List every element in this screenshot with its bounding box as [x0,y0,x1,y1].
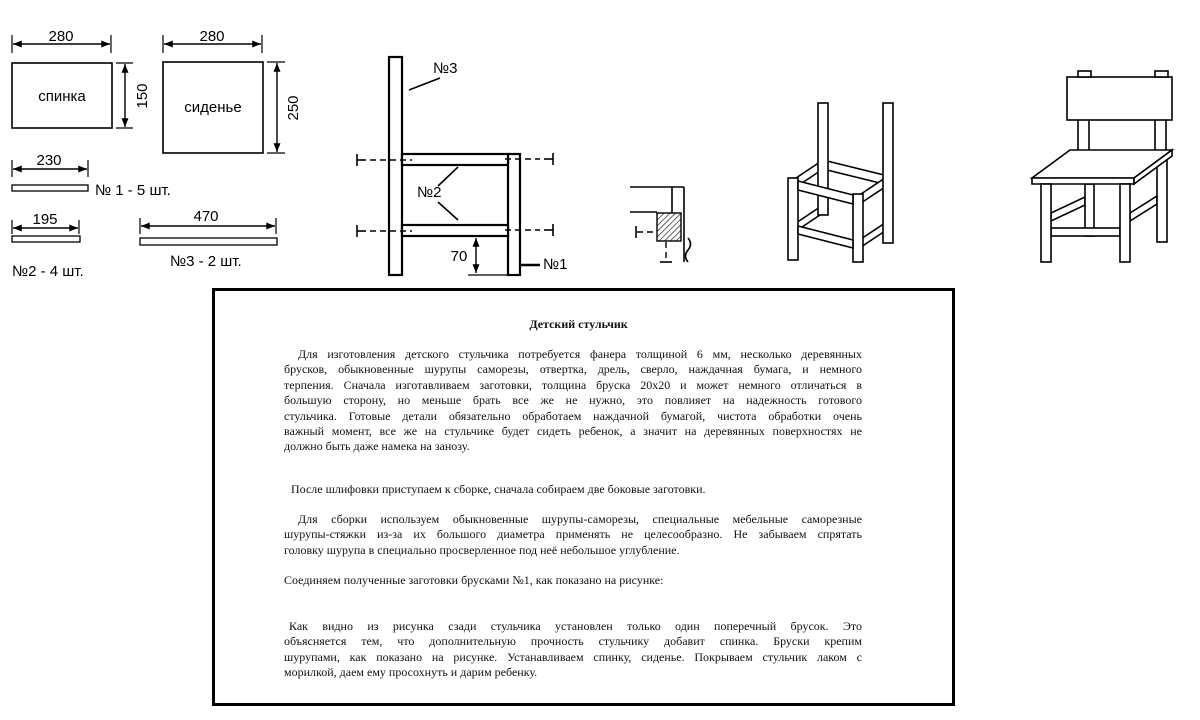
front-right-leg [1120,184,1130,262]
paragraph-line: шурупы-стяжки из-за их большого диаметра применять не целесообразно. Не забываем спрятать [284,527,862,542]
back-height-label: 150 [134,83,151,109]
bar-3-outline [140,238,277,245]
bar-3-quantity-label: №3 - 2 шт. [170,253,242,270]
document-title: Детский стульчик [529,317,628,331]
assembled-chair-drawing [1032,71,1172,262]
paragraph-line: брусков, обыкновенные шурупы саморезы, отвертка, дрель, сверло, наждачная бумага, и немного [284,362,862,377]
paragraph-materials [284,347,862,455]
rear-leg-bar [389,57,402,275]
upper-crossbar [402,154,508,165]
leader-line [438,202,458,220]
left-leg-top [1078,71,1091,77]
bar-2-drawing [12,211,84,280]
joint-detail-drawing [630,187,691,262]
right-leg-top [1155,71,1168,77]
crossbar-part-label: №2 [417,184,442,201]
seat-panel-drawing [163,28,302,153]
leader-line [438,167,458,186]
paragraph-sanding [284,482,862,497]
screw-symbol [636,226,657,238]
front-lower-rail [798,226,853,248]
backrest-panel [1067,77,1172,120]
bar-1-quantity-label: № 1 - 5 шт. [95,182,171,199]
bar-1-drawing [12,152,171,199]
back-panel-drawing [12,28,151,128]
paragraph-line: морилкой, даем ему просохнуть и дарим ребенку. [284,665,538,680]
paragraph-line: После шлифовки приступаем к сборке, сначала собираем две боковые заготовки. [291,482,706,496]
bar-3-length-label: 470 [193,208,219,225]
paragraph-joining [284,573,862,588]
paragraph-line: Соединяем полученные заготовки брусками №1, как показано на рисунке: [284,573,664,587]
side-assembly-drawing [357,57,567,275]
seat-width-label: 280 [199,28,225,45]
paragraph-line: Для сборки используем обыкновенные шурупы-саморезы, специальные мебельные саморезные [298,512,862,526]
back-panel-label: спинка [38,88,86,105]
left-side-rail [1051,197,1085,221]
lower-crossbar [402,225,508,236]
crossbar-height-label: 70 [450,248,468,265]
back-left-upper-leg [1078,118,1089,151]
paragraph-line: терпения. Сначала изготавливаем заготовки, толщина бруска 20х20 и может немного отличаться в [284,377,862,392]
front-left-leg [1041,184,1051,262]
paragraph-line: объясняется тем, что дополнительную прочность стульчику добавит спинка. Бруски крепим [284,634,862,649]
leg-part-label: №3 [433,60,458,77]
seat-top [1032,150,1172,178]
bar-2-length-label: 195 [32,211,58,228]
front-leg-bar [508,154,520,275]
bar-3-drawing [140,208,277,270]
bar-1-outline [12,185,88,191]
bar-2-quantity-label: №2 - 4 шт. [12,263,84,280]
leader-line [409,78,440,90]
paragraph-line: стульчика. Готовые детали обязательно обработаем наждачной бумагой, чистота обработки очень [284,408,862,423]
rail-part-label: №1 [543,256,568,273]
back-right-leg [883,103,893,243]
seat-front-edge [1032,178,1134,184]
front-right-leg [853,194,863,262]
paragraph-line: важный момент, все же на стульчике будет сидеть ребенок, а значит на деревянных поверхностях не [284,423,862,438]
back-right-lower-leg [1157,154,1167,242]
seat-panel-label: сиденье [184,99,242,116]
paragraph-line: большую сторону, но меньше брать все же не нужно, это повлияет на надежность готового [284,393,862,408]
bar-1-length-label: 230 [36,152,62,169]
screw-symbol [660,242,672,262]
paragraph-finishing [284,619,862,681]
back-right-upper-leg [1155,118,1166,151]
back-top-rail [823,160,888,185]
front-left-leg [788,178,798,260]
seat-height-label: 250 [285,95,302,121]
back-left-leg [818,103,828,215]
chair-parts-drawings [0,0,1200,286]
back-width-label: 280 [48,28,74,45]
break-line [686,238,691,262]
paragraph-line: должно быть даже намека на занозу. [284,439,470,454]
paragraph-line: головку шурупа в специально просверленное под неё небольшое углубление. [284,542,680,557]
hatched-section [657,213,681,241]
right-side-rail [1130,196,1157,221]
front-lower-rail [1051,228,1120,236]
paragraph-line: Как видно из рисунка сзади стульчика установлен только один поперечный брусок. Это [289,619,862,633]
paragraph-line: Для изготовления детского стульчика потребуется фанера толщиной 6 мм, несколько деревянных [298,347,862,361]
bar-2-outline [12,236,80,242]
paragraph-screws [284,512,862,558]
paragraph-line: шурупами, как показано на рисунке. Устанавливаем спинку, сиденье. Покрываем стульчик лаком с [284,649,862,664]
instruction-text-box [212,288,955,706]
chair-frame-isometric [788,103,893,262]
